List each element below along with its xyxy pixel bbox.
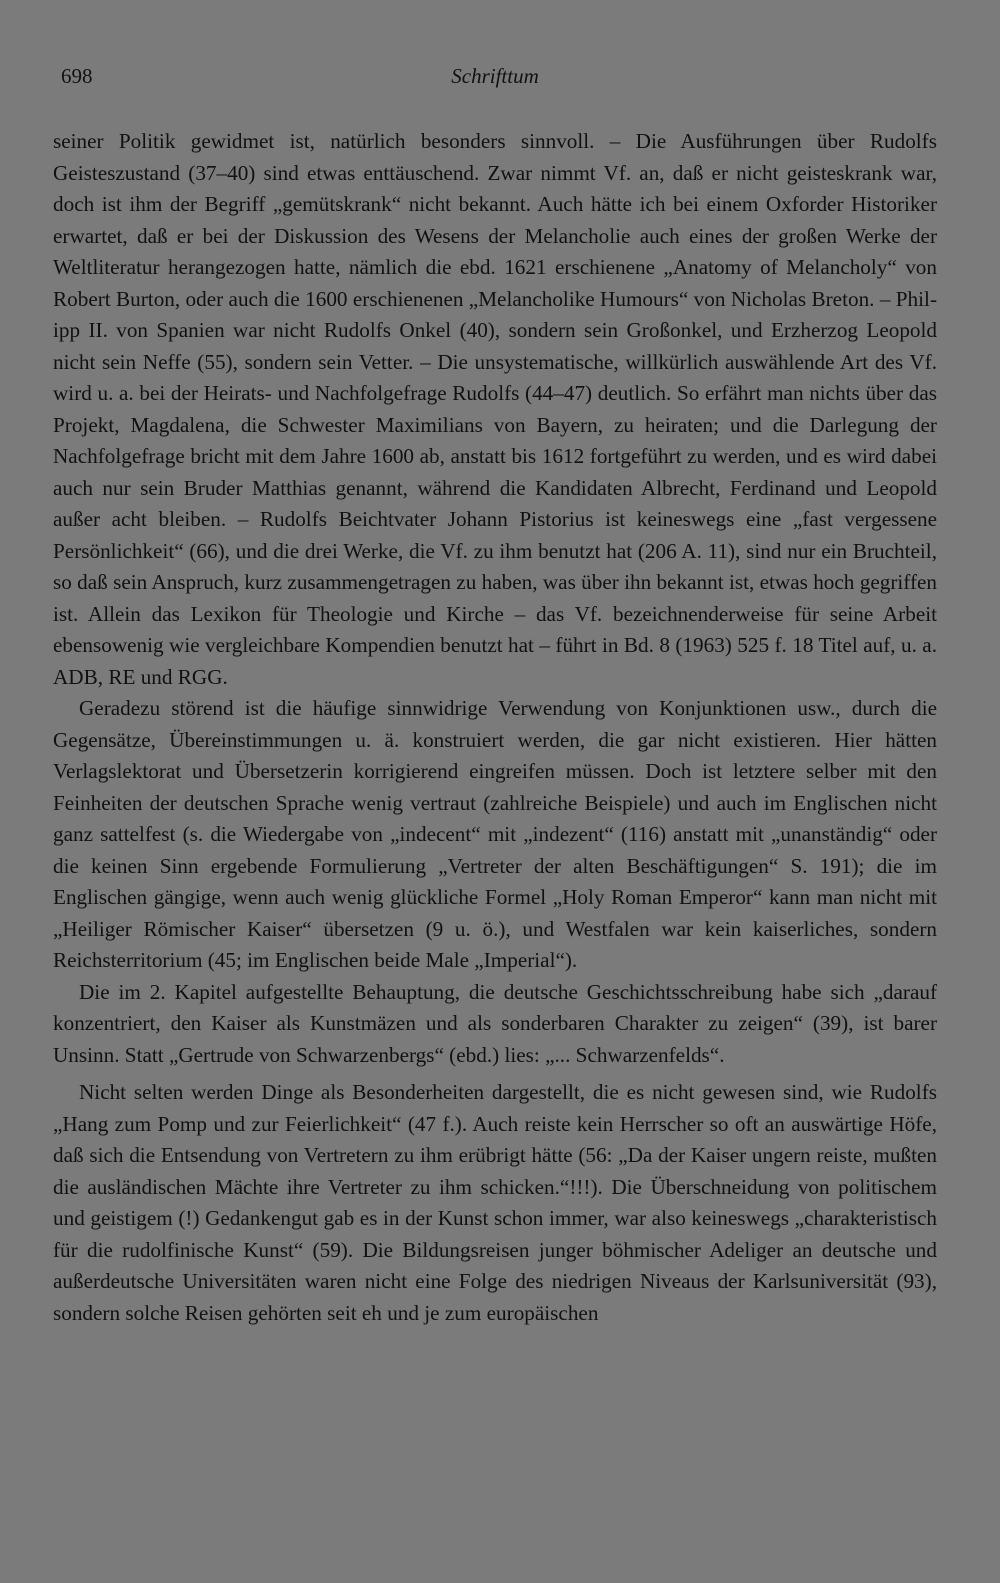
running-header bbox=[53, 58, 937, 100]
document-page bbox=[53, 58, 937, 1568]
body-text bbox=[53, 126, 937, 1329]
paragraph: Geradezu störend ist die häufige sinnwidrige Verwendung von Konjunktionen usw., durch die Gegensätze, Übereinstimmungen u. ä. konstruiert werden, die gar nicht existieren. Hier hätten Verlagslektorat und Übersetzerin korrigierend eingreifen müssen. Doch ist letztere selber mit den Feinheiten der deutschen Sprache wenig vertraut (zahlreiche Beispiele) und auch im Englischen nicht ganz sattelfest (s. die Wiedergabe von „indecent“ mit „indezent“ (116) anstatt mit „unanständig“ oder die keinen Sinn ergebende Formulierung „Vertreter der alten Beschäftigungen“ S. 191); die im Englischen gängige, wenn auch wenig glückliche Formel „Holy Roman Emperor“ kann man nicht mit „Heiliger Römischer Kaiser“ übersetzen (9 u. ö.), und Westfalen war kein kaiserliches, sondern Reichsterritorium (45; im Englischen beide Male „Imperial“). bbox=[53, 696, 937, 972]
paragraph: Nicht selten werden Dinge als Besonderheiten dargestellt, die es nicht gewesen sind, wie Rudolfs „Hang zum Pomp und zur Feierlichkeit“ (47 f.). Auch reiste kein Herrscher so oft an auswärtige Höfe, daß sich die Entsendung von Vertretern zu ihm erübrigt hätte (56: „Da der Kaiser ungern reiste, mußten die ausländischen Mächte ihre Vertreter zu ihm schicken.“!!!). Die Überschneidung von politischem und geistigem (!) Gedankengut gab es in der Kunst schon immer, war also keineswegs „charakteristisch für die rudolfinische Kunst“ (59). Die Bildungsreisen junger böhmischer Adeliger an deutsche und außerdeutsche Universitäten waren nicht eine Folge des niedrigen Niveaus der Karlsuniversität (93), sondern solche Reisen gehörten seit eh und je zum europäischen bbox=[53, 1080, 937, 1325]
page-number: 698 bbox=[61, 64, 93, 88]
paragraph: Die im 2. Kapitel aufgestellte Behauptung, die deutsche Geschichtsschreibung habe sich „darauf konzentriert, den Kaiser als Kunstmäzen und als sonderbaren Charakter zu zeigen“ (39), ist barer Unsinn. Statt „Gertrude von Schwarzenbergs“ (ebd.) lies: „... Schwarzenfelds“. bbox=[53, 979, 937, 1067]
paragraph: seiner Politik gewidmet ist, natürlich besonders sinnvoll. – Die Ausführungen über Rudolfs Geisteszustand (37–40) sind etwas enttäuschend. Zwar nimmt Vf. an, daß er nicht geisteskrank war, doch ist ihm der Begriff „gemütskrank“ nicht bekannt. Auch hätte ich bei einem Oxforder Historiker erwartet, daß er bei der Diskussion des Wesens der Melancholie auch eines der großen Werke der Weltliteratur herangezogen hatte, nämlich die ebd. 1621 erschienene „Anatomy of Melancholy“ von Robert Burton, oder auch die 1600 erschienenen „Melancholike Humours“ von Nicholas Breton. – Philipp II. von Spanien war nicht Rudolfs Onkel (40), sondern sein Großonkel, und Erzherzog Leopold nicht sein Neffe (55), sondern sein Vetter. – Die unsystematische, willkürlich auswählende Art des Vf. wird u. a. bei der Heirats- und Nachfolgefrage Rudolfs (44–47) deutlich. So erfährt man nichts über das Projekt, Magdalena, die Schwester Maximilians von Bayern, zu heiraten; und die Darlegung der Nachfolgefrage bricht mit dem Jahre 1600 ab, anstatt bis 1612 fortgeführt zu werden, und es wird dabei auch nur sein Bruder Matthias genannt, während die Kandidaten Albrecht, Ferdinand und Leopold außer acht bleiben. – Rudolfs Beichtvater Johann Pistorius ist keineswegs eine „fast vergessene Persönlichkeit“ (66), und die drei Werke, die Vf. zu ihm benutzt hat (206 A. 11), sind nur ein Bruchteil, so daß sein Anspruch, kurz zusammengetragen zu haben, was über ihn bekannt ist, etwas hoch gegriffen ist. Allein das Lexikon für Theologie und Kirche – das Vf. bezeichnenderweise für seine Arbeit ebensowenig wie vergleichbare Kompendien benutzt hat – führt in Bd. 8 (1963) 525 f. 18 Titel auf, u. a. ADB, RE und RGG. bbox=[53, 129, 937, 689]
running-header-title: Schrifttum bbox=[451, 64, 539, 88]
